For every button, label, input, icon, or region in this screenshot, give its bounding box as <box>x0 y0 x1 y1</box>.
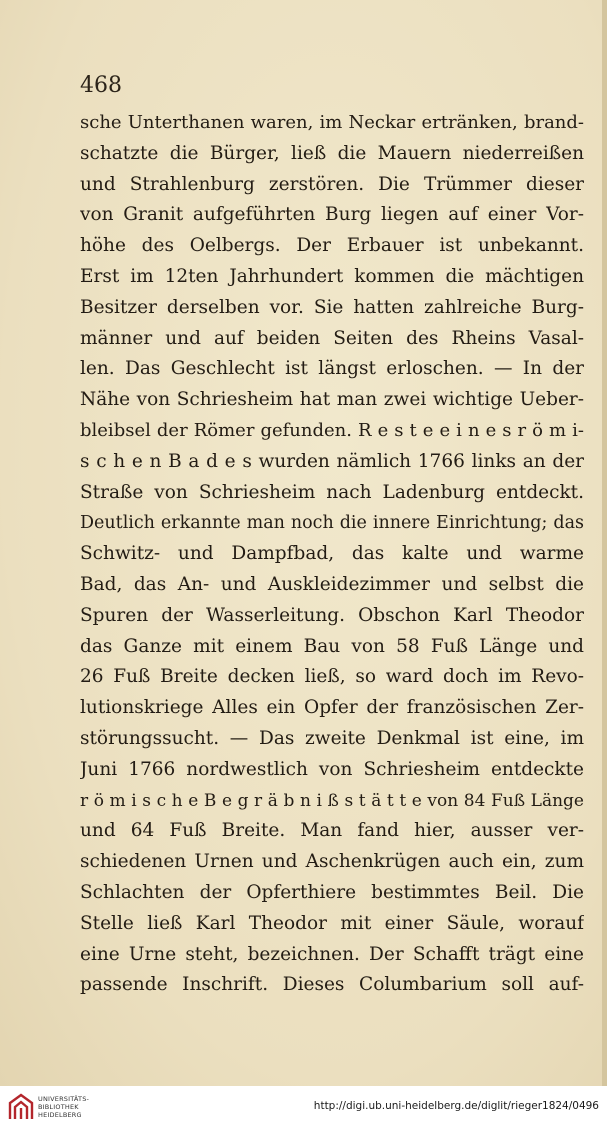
text-line: Erst im 12ten Jahrhundert kommen die mächtigen <box>80 265 584 287</box>
text-line: Bad, das An- und Auskleidezimmer und selbst die <box>80 573 584 595</box>
library-name <box>38 1095 89 1119</box>
text-line: eine Urne steht, bezeichnen. Der Schafft trägt eine <box>80 943 584 965</box>
text-line: passende Inschrift. Dieses Columbarium soll auf- <box>80 974 584 996</box>
text-line: Juni 1766 nordwestlich von Schriesheim entdeckte <box>80 758 584 780</box>
page-edge <box>602 0 607 1086</box>
text-line: s c h e n B a d e s wurden nämlich 1766 links an der <box>80 450 584 472</box>
text-line: männer und auf beiden Seiten des Rheins Vasal- <box>80 327 584 349</box>
text-line: höhe des Oelbergs. Der Erbauer ist unbekannt. <box>80 235 584 257</box>
page-number: 468 <box>80 73 122 98</box>
text-line: und Strahlenburg zerstören. Die Trümmer dieser <box>80 173 584 195</box>
text-line: Besitzer derselben vor. Sie hatten zahlreiche Burg- <box>80 296 584 318</box>
source-url-link[interactable]: http://digi.ub.uni-heidelberg.de/diglit/rieger1824/0496 <box>313 1100 599 1112</box>
text-line: schiedenen Urnen und Aschenkrügen auch ein, zum <box>80 851 584 873</box>
text-line: r ö m i s c h e B e g r ä b n i ß s t ä t t e von 84 Fuß Länge <box>80 790 584 811</box>
text-line: lutionskriege Alles ein Opfer der französischen Zer- <box>80 697 584 719</box>
text-line: störungssucht. — Das zweite Denkmal ist eine, im <box>80 727 584 749</box>
text-line: Spuren der Wasserleitung. Obschon Karl Theodor <box>80 604 584 626</box>
text-line: 26 Fuß Breite decken ließ, so ward doch im Revo- <box>80 666 584 688</box>
text-line: Nähe von Schriesheim hat man zwei wichtige Ueber- <box>80 389 584 411</box>
library-logo-icon <box>8 1093 34 1121</box>
text-line: Schlachten der Opferthiere bestimmtes Beil. Die <box>80 881 584 903</box>
text-line: len. Das Geschlecht ist längst erloschen. — In der <box>80 358 584 380</box>
library-name-line: UNIVERSITÄTS- <box>38 1095 90 1103</box>
text-line: sche Unterthanen waren, im Neckar ertränken, brand- <box>80 112 584 133</box>
body-text <box>80 108 584 1001</box>
footer-bar <box>0 1086 607 1129</box>
text-line: das Ganze mit einem Bau von 58 Fuß Länge und <box>80 635 584 657</box>
text-line: und 64 Fuß Breite. Man fand hier, ausser ver- <box>80 820 584 842</box>
text-line: Stelle ließ Karl Theodor mit einer Säule, worauf <box>80 912 584 934</box>
text-line: bleibsel der Römer gefunden. R e s t e e i n e s r ö m i- <box>80 419 584 441</box>
text-line: von Granit aufgeführten Burg liegen auf einer Vor- <box>80 204 584 226</box>
text-line: Deutlich erkannte man noch die innere Einrichtung; das <box>80 513 584 534</box>
text-line: Schwitz- und Dampfbad, das kalte und warme <box>80 543 584 565</box>
library-name-line: HEIDELBERG <box>38 1111 82 1119</box>
library-name-line: BIBLIOTHEK <box>38 1103 79 1111</box>
text-line: schatzte die Bürger, ließ die Mauern niederreißen <box>80 142 584 164</box>
text-line: Straße von Schriesheim nach Ladenburg entdeckt. <box>80 481 584 503</box>
